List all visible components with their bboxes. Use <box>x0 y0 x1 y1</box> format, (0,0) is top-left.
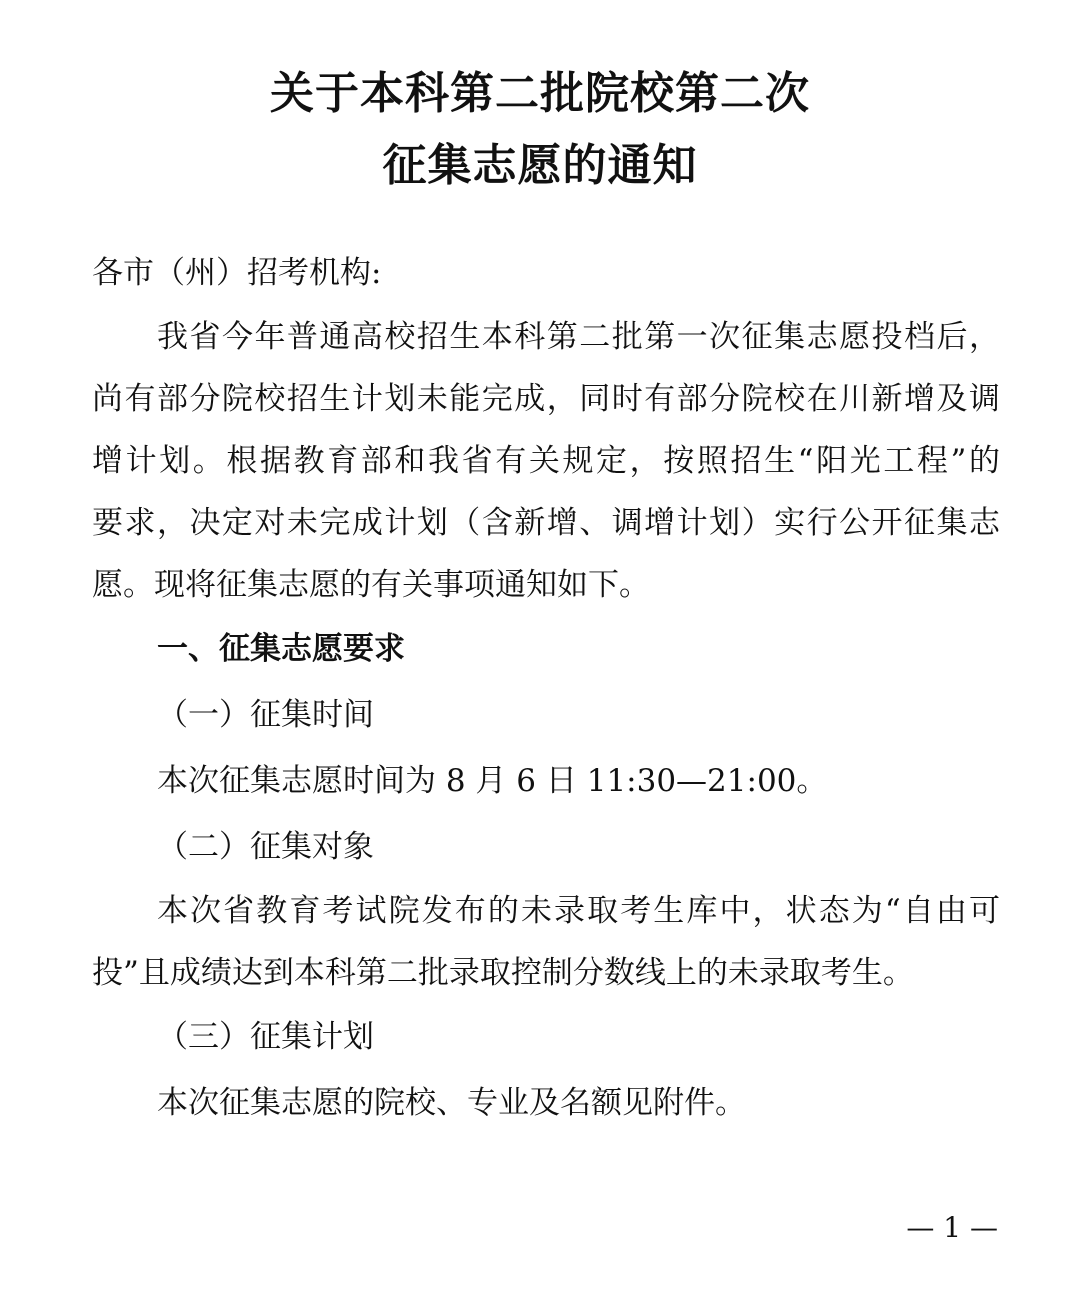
page-number: — 1 — <box>906 1211 998 1244</box>
subsection-3-text: 本次征集志愿的院校、专业及名额见附件。 <box>157 1085 746 1121</box>
intro-line-5: 愿。现将征集志愿的有关事项通知如下。 <box>92 567 650 603</box>
salutation: 各市（州）招考机构: <box>92 255 382 291</box>
subsection-2-line-2: 投”且成绩达到本科第二批录取控制分数线上的未录取考生。 <box>92 955 914 991</box>
subsection-1-heading: （一）征集时间 <box>157 697 374 733</box>
intro-line-2: 尚有部分院校招生计划未能完成，同时有部分院校在川新增及调 <box>92 381 1000 417</box>
intro-line-4: 要求，决定对未完成计划（含新增、调增计划）实行公开征集志 <box>92 505 1000 541</box>
subsection-2-heading: （二）征集对象 <box>157 829 374 865</box>
document-title-line-2: 征集志愿的通知 <box>382 140 698 191</box>
subsection-3-heading: （三）征集计划 <box>157 1019 374 1055</box>
intro-line-1: 我省今年普通高校招生本科第二批第一次征集志愿投档后， <box>157 319 1000 355</box>
document-title-line-1: 关于本科第二批院校第二次 <box>270 68 810 119</box>
intro-line-3: 增计划。根据教育部和我省有关规定，按照招生“阳光工程”的 <box>92 443 1000 479</box>
section-1-heading: 一、征集志愿要求 <box>157 631 405 667</box>
subsection-2-line-1: 本次省教育考试院发布的未录取考生库中，状态为“自由可 <box>157 893 1000 929</box>
subsection-1-text: 本次征集志愿时间为 8 月 6 日 11:30—21:00。 <box>157 763 828 799</box>
